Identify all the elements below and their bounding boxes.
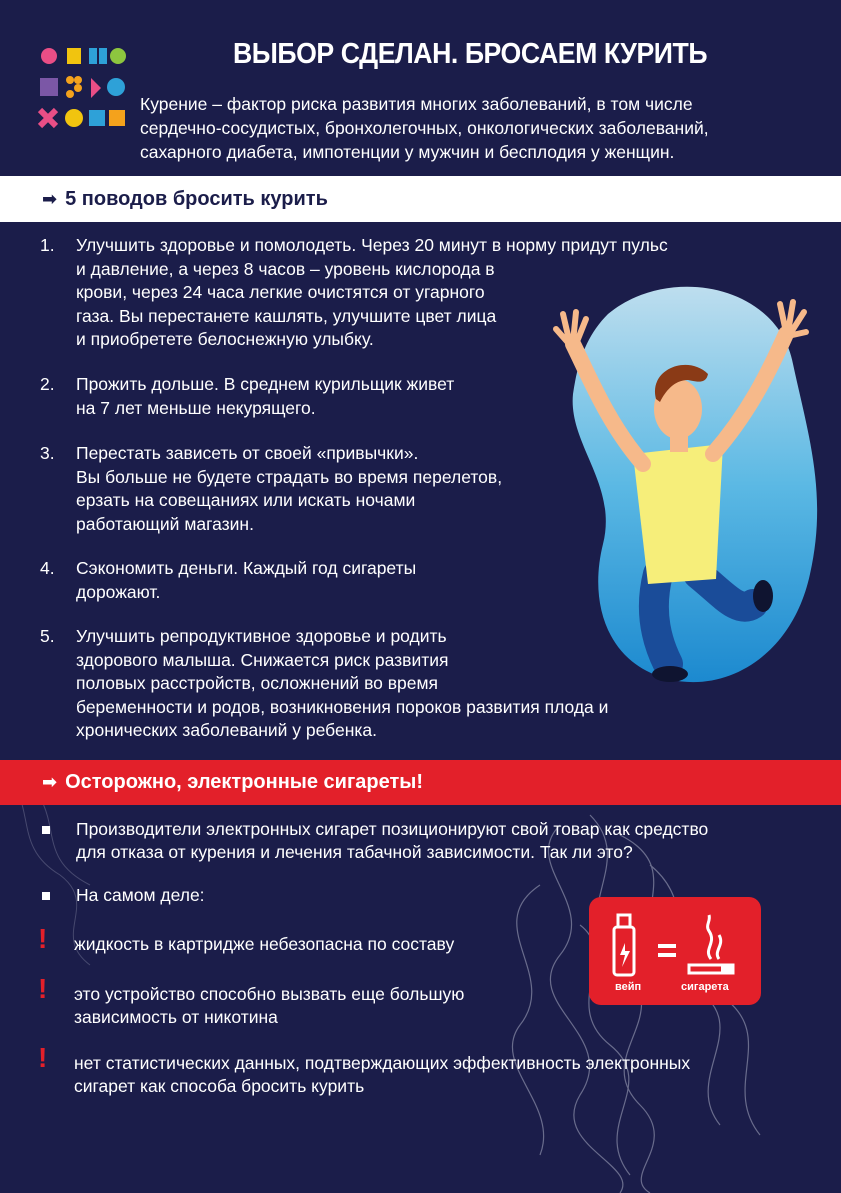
- text-line: Прожить дольше. В среднем курильщик живет: [76, 374, 455, 394]
- exclamation-icon: !: [38, 923, 48, 954]
- text-line: работающий магазин.: [76, 513, 254, 534]
- exclamation-icon: !: [38, 973, 48, 1004]
- text-line: Вы больше не будете страдать во время перелетов,: [76, 466, 503, 487]
- section-heading: [42, 771, 423, 794]
- list-item-text: [76, 234, 668, 352]
- text-line: крови, через 24 часа легкие очистятся от угарного: [76, 282, 485, 302]
- text-line: ерзать на совещаниях или искать ночами: [76, 490, 416, 510]
- vape-equals-cigarette-badge: [589, 897, 761, 1005]
- text-line: здорового малыша. Снижается риск развития: [76, 649, 449, 670]
- intro-line: сахарного диабета, импотенции у мужчин и бесплодия у женщин.: [140, 142, 675, 162]
- section-heading: [42, 188, 328, 211]
- list-item-text: [76, 884, 205, 907]
- header: [0, 0, 841, 176]
- list-item-text: [76, 442, 502, 536]
- section-heading-text: Осторожно, электронные сигареты!: [65, 771, 424, 793]
- warning-text: [74, 983, 464, 1029]
- intro-text: [140, 92, 820, 164]
- square-bullet-icon: [42, 826, 50, 834]
- list-item-text: [76, 625, 608, 743]
- text-line: хронических заболеваний у ребенка.: [76, 720, 378, 740]
- text-line: Улучшить здоровье и помолодеть. Через 20 минут в норму придут пульс: [76, 235, 668, 255]
- text-line: это устройство способно вызвать еще большую: [74, 984, 465, 1004]
- text-line: беременности и родов, возникновения пороков развития плода и: [76, 696, 609, 717]
- text-line: жидкость в картридже небезопасна по составу: [74, 934, 455, 954]
- warning-text: [74, 1052, 690, 1098]
- page-title: ВЫБОР СДЕЛАН. БРОСАЕМ КУРИТЬ: [232, 38, 708, 70]
- list-item-text: [76, 373, 454, 420]
- text-line: Перестать зависеть от своей «привычки».: [76, 443, 419, 463]
- intro-line: Курение – фактор риска развития многих заболеваний, в том числе: [140, 94, 693, 114]
- text-line: сигарет как способа бросить курить: [74, 1076, 365, 1096]
- text-line: на 7 лет меньше некурящего.: [76, 397, 316, 418]
- text-line: газа. Вы перестанете кашлять, улучшите цвет лица: [76, 305, 497, 326]
- exclamation-icon: !: [38, 1042, 48, 1073]
- section-heading-bar: [0, 176, 841, 222]
- text-line: половых расстройств, осложнений во время: [76, 673, 439, 693]
- vape-label: вейп: [615, 981, 642, 993]
- warning-text: [74, 933, 454, 956]
- warning-heading-bar: [0, 760, 841, 805]
- text-line: Производители электронных сигарет позиционируют свой товар как средство: [76, 819, 709, 839]
- cigarette-label: сигарета: [681, 981, 729, 993]
- logo-icon: [36, 42, 126, 134]
- list-number: 3.: [40, 443, 55, 463]
- text-line: На самом деле:: [76, 885, 205, 905]
- text-line: Улучшить репродуктивное здоровье и родить: [76, 626, 447, 646]
- intro-line: сердечно-сосудистых, бронхолегочных, онкологических заболеваний,: [140, 118, 709, 138]
- text-line: для отказа от курения и лечения табачной зависимости. Так ли это?: [76, 842, 633, 862]
- square-bullet-icon: [42, 892, 50, 900]
- list-number: 2.: [40, 374, 55, 394]
- list-number: 4.: [40, 558, 55, 578]
- text-line: и давление, а через 8 часов – уровень кислорода в: [76, 258, 495, 279]
- text-line: Сэкономить деньги. Каждый год сигареты: [76, 558, 417, 578]
- text-line: нет статистических данных, подтверждающих эффективность электронных: [74, 1053, 691, 1073]
- e-cigarette-block: [0, 805, 841, 1193]
- text-line: дорожают.: [76, 581, 161, 602]
- arrow-right-icon: ➡: [42, 772, 58, 792]
- list-item-text: [76, 557, 416, 604]
- text-line: и приобретете белоснежную улыбку.: [76, 329, 374, 349]
- list-number: 1.: [40, 235, 55, 255]
- list-number: 5.: [40, 626, 55, 646]
- list-item-text: [76, 818, 708, 864]
- arrow-right-icon: ➡: [42, 189, 58, 209]
- reasons-block: [0, 222, 841, 762]
- section-heading-text: 5 поводов бросить курить: [65, 188, 328, 210]
- text-line: зависимость от никотина: [74, 1007, 278, 1027]
